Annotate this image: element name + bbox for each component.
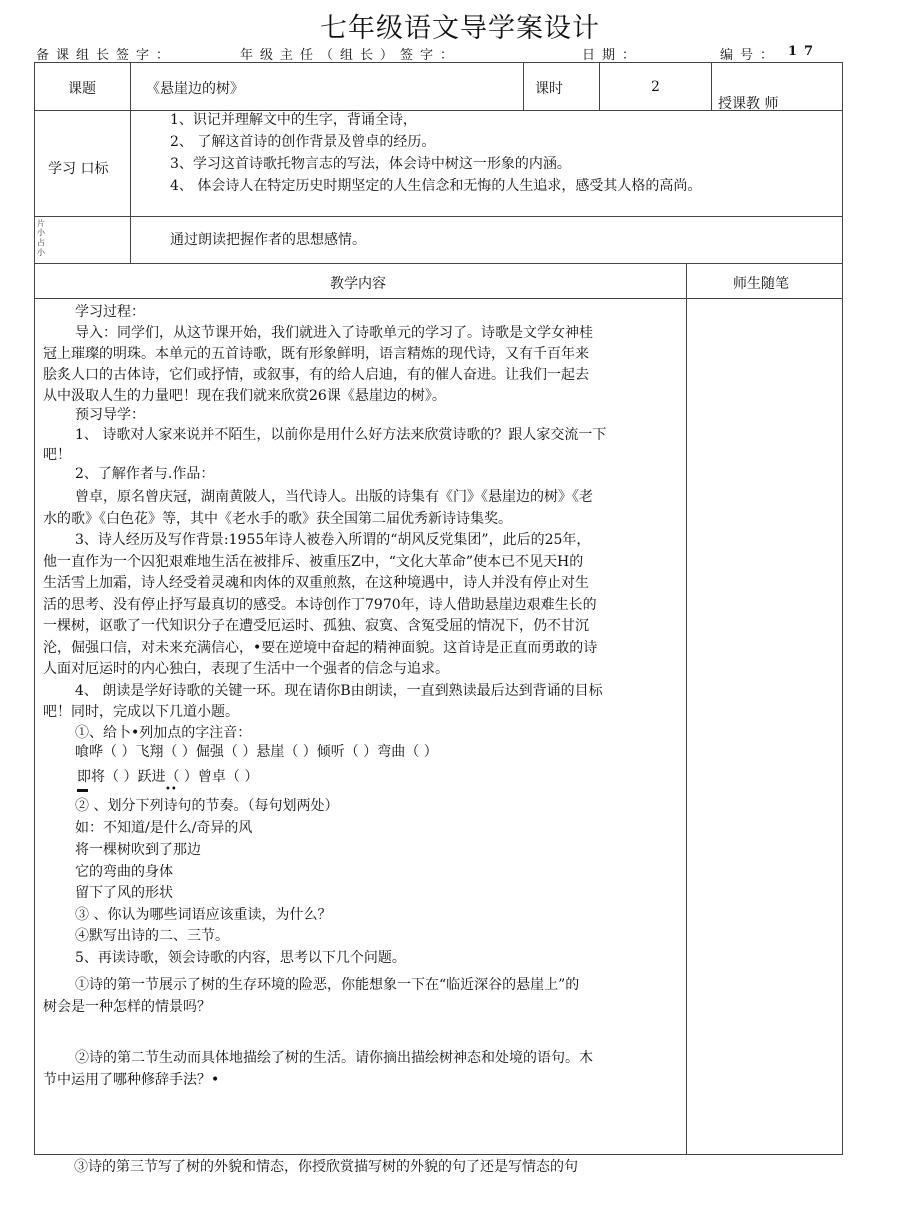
objectives-label: 学习 口标 <box>48 161 109 177</box>
row-divider <box>35 298 843 299</box>
body-line: 1、 诗歌对人家来说并不陌生，以前你是用什么好方法来欣赏诗歌的？跟人家交流一下 <box>75 427 607 443</box>
body-line: 吧！ <box>43 447 71 463</box>
topic-value: 《悬崖边的树》 <box>146 81 244 97</box>
signature-line <box>36 44 844 62</box>
body-line: 留下了风的形状 <box>75 885 173 901</box>
body-line: 预习导学： <box>75 407 145 423</box>
body-line: 从中汲取人生的力量吧！现在我们就来欣赏26课《悬崖边的树》。 <box>43 388 446 404</box>
body-line: 导入：同学们，从这节课开始，我们就进入了诗歌单元的学习了。诗歌是文学女神桂 <box>75 325 593 341</box>
body-line: 2、了解作者与.作品： <box>75 466 215 482</box>
body-line: 活的思考、没有停止抒写最真切的感受。本诗创作丁7970年，诗人借助悬崖边艰难生长的 <box>43 597 597 613</box>
objective-item: 4、 体会诗人在特定历史时期坚定的人生信念和无悔的人生追求，感受其人格的高尚。 <box>170 178 702 194</box>
emphasis-dots: •• <box>165 784 177 795</box>
col-divider <box>711 63 712 110</box>
teacher-label: 授课教 师 <box>718 96 779 112</box>
body-line: 沦，倔强口信，对未来充满信心，•要在逆境中奋起的精神面貌。这首诗是正直而勇敢的诗 <box>43 640 598 656</box>
body-line: 5、再读诗歌，领会诗歌的内容，思考以下几个问题。 <box>75 950 406 966</box>
body-line: ③ 、你认为哪些词语应该重读，为什么？ <box>75 907 332 923</box>
body-line: 学习过程： <box>75 304 145 320</box>
key-points-label: 小 <box>37 228 45 237</box>
objective-item: 3、学习这首诗歌托物言志的写法，体会诗中树这一形象的内涵。 <box>170 156 571 172</box>
emphasis-mark <box>77 789 88 792</box>
body-line: ①、给卜•列加点的字注音： <box>75 725 252 741</box>
body-line: 它的弯曲的身体 <box>75 864 173 880</box>
body-line: ②诗的第二节生动而具体地描绘了树的生活。请你摘出描绘树神态和处境的语句。木 <box>75 1050 593 1066</box>
number-label: 编号： <box>720 48 781 63</box>
col-divider <box>523 63 524 110</box>
body-line: 3、诗人经历及写作背景:1955年诗人被卷入所谓的“胡风反党集团”，此后的25年， <box>75 532 591 548</box>
topic-label: 课题 <box>68 81 96 97</box>
body-line: 曾卓，原名曾庆冠，湖南黄陂人，当代诗人。出版的诗集有《门》《悬崖边的树》《老 <box>75 489 593 505</box>
number-value: 17 <box>788 44 821 59</box>
group-leader-signature: 备课组长签字： <box>36 48 177 63</box>
body-line: 4、 朗读是学好诗歌的关键一环。现在请你B由朗读，一直到熟读最后达到背诵的目标 <box>75 683 603 699</box>
body-line: 树会是一种怎样的情景吗？ <box>43 999 211 1015</box>
body-line: 即将（ ）跃进（ ）曾卓（ ） <box>77 769 259 785</box>
row-divider <box>35 263 843 264</box>
body-line: 脍炙人口的古体诗，它们或抒情，或叙事，有的给人启迪，有的催人奋进。让我们一起去 <box>43 367 589 383</box>
notes-header: 师生随笔 <box>733 276 789 292</box>
body-line: 人面对厄运时的内心独白，表现了生活中一个强者的信念与追求。 <box>43 661 449 677</box>
key-points-content: 通过朗读把握作者的思想感情。 <box>170 232 366 248</box>
body-line: ①诗的第一节展示了树的生存环境的险恶，你能想象一下在“临近深谷的悬崖上”的 <box>75 977 580 993</box>
body-line: 冠上璀璨的明珠。本单元的五首诗歌，既有形象鲜明，语言精炼的现代诗，又有千百年来 <box>43 346 589 362</box>
body-line: 水的歌》《白色花》等，其中《老水手的歌》获全国第二届优秀新诗诗集奖。 <box>43 511 512 527</box>
body-line: ② 、划分下列诗句的节奏。（每句划两处） <box>75 798 339 814</box>
date-field: 日期： <box>582 48 643 63</box>
objective-item: 2、 了解这首诗的创作背景及曾卓的经历。 <box>170 134 436 150</box>
lesson-plan-table <box>34 62 843 1155</box>
hours-value: 2 <box>651 79 660 95</box>
key-points-label: 占 <box>37 238 45 247</box>
body-line: 一棵树，讴歌了一代知识分子在遭受厄运时、孤独、寂寞、含冤受屈的情况下，仍不甘沉 <box>43 618 589 634</box>
hours-label: 课时 <box>535 81 563 97</box>
grade-head-signature: 年级主任（组长）签字： <box>240 48 461 63</box>
body-line: 生活雪上加霜，诗人经受着灵魂和肉体的双重煎熬，在这种境遇中，诗人并没有停止对生 <box>43 575 589 591</box>
key-points-label: 小 <box>37 248 45 257</box>
body-line: 喰哗（ ）飞翔（ ）倔强（ ）悬崖（ ）倾听（ ）弯曲（ ） <box>75 744 438 760</box>
col-divider <box>686 263 687 1155</box>
body-line: 他一直作为一个囚犯艰难地生活在被排斥、被重压Z中，“文化大革命”使本已不见天H的 <box>43 554 584 570</box>
footer-line: ③诗的第三节写了树的外貌和情态，你授欣赏描写树的外貌的句了还是写情态的句 <box>74 1159 578 1175</box>
col-divider <box>599 63 600 110</box>
objective-item: 1、识记并理解文中的生字，背诵全诗， <box>170 112 417 128</box>
body-line: ④默写出诗的二、三节。 <box>75 928 229 944</box>
key-points-label: 片 <box>37 219 45 228</box>
body-line: 如：不知道/是什么/奇异的风 <box>75 820 253 836</box>
body-line: 吧！同时，完成以下几道小题。 <box>43 704 239 720</box>
col-divider <box>130 63 131 110</box>
body-line: 将一棵树吹到了那边 <box>75 842 201 858</box>
body-line: 节中运用了哪种修辞手法？• <box>43 1072 220 1088</box>
teaching-content-header: 教学内容 <box>330 276 386 292</box>
col-divider <box>130 110 131 263</box>
page-title: 七年级语文导学案设计 <box>320 13 600 44</box>
row-divider <box>35 216 843 217</box>
